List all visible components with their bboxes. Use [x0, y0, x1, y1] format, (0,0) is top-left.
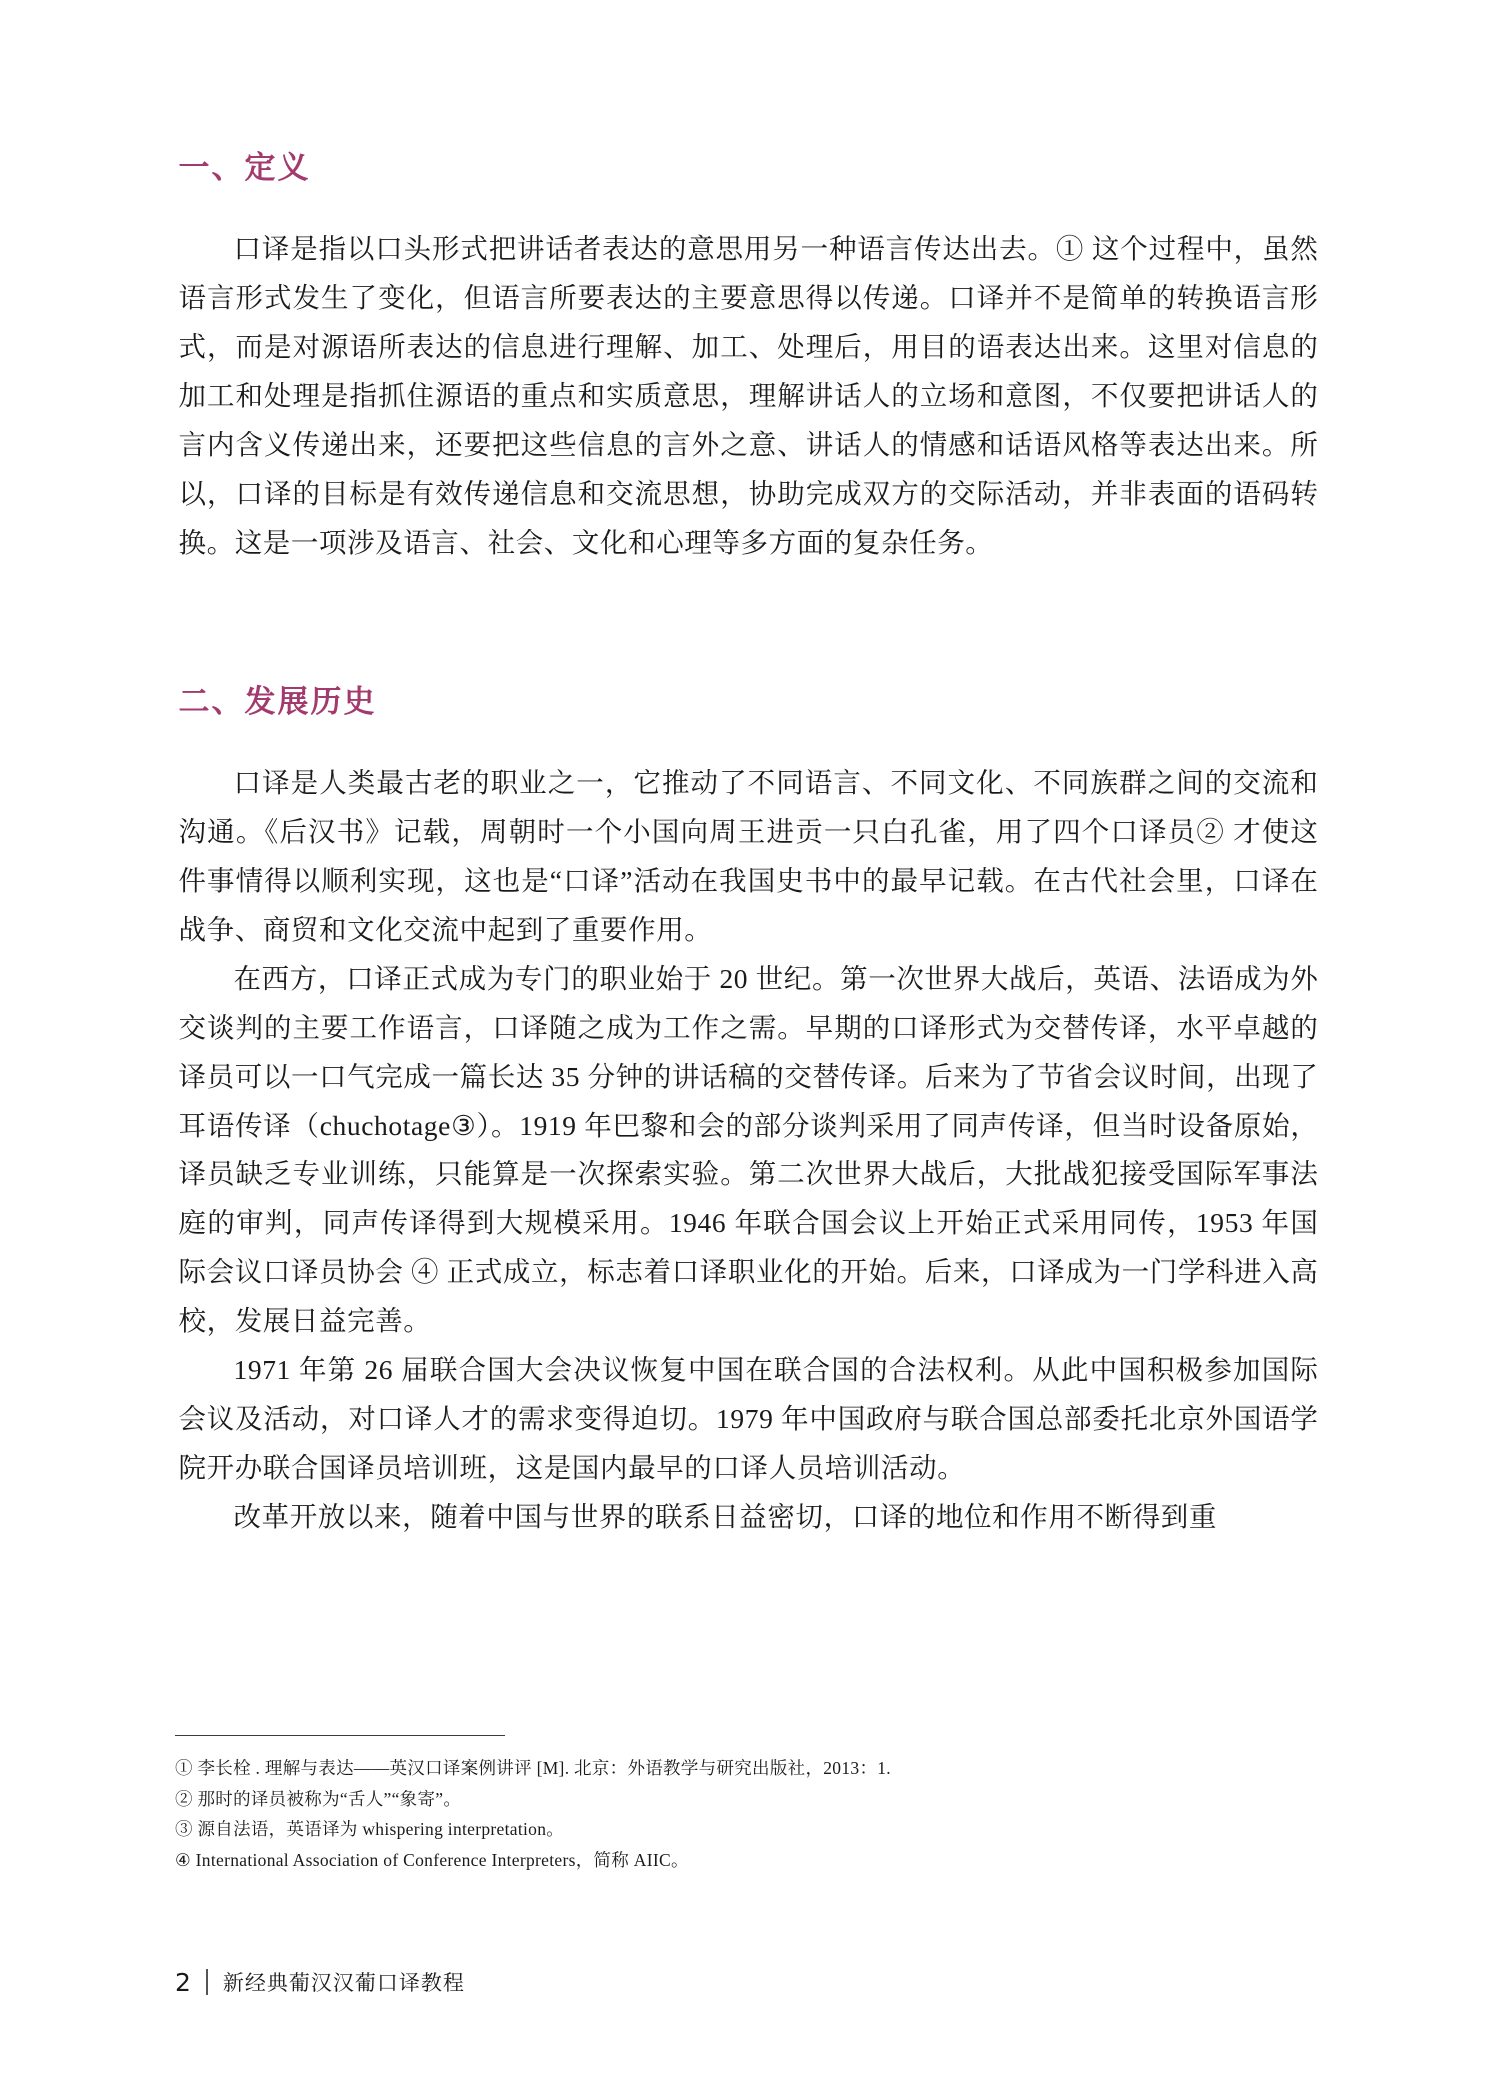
paragraph-history-2: 在西方，口译正式成为专门的职业始于 20 世纪。第一次世界大战后，英语、法语成为外交谈判的主要工作语言，口译随之成为工作之需。早期的口译形式为交替传译，水平卓越的译员可以一口气完成一篇长达 35 分钟的讲话稿的交替传译。后来为了节省会议时间，出现了耳语传译（chuchotage③）。1919 年巴黎和会的部分谈判采用了同声传译，但当时设备原始，译员缺乏专业训练，只能算是一次探索实验。第二次世界大战后，大批战犯接受国际军事法庭的审判，同声传译得到大规模采用。1946 年联合国会议上开始正式采用同传，1953 年国际会议口译员协会 ④ 正式成立，标志着口译职业化的开始。后来，口译成为一门学科进入高校，发展日益完善。 [178, 962, 1319, 1337]
section-heading-history: 二、发展历史 [178, 683, 377, 720]
footnote-item-1: ① 李长栓 . 理解与表达——英汉口译案例讲评 [M]. 北京：外语教学与研究出版社，2013：1. [175, 1758, 891, 1778]
footer-divider [206, 1969, 208, 1995]
paragraph-history-3: 1971 年第 26 届联合国大会决议恢复中国在联合国的合法权利。从此中国积极参加国际会议及活动，对口译人才的需求变得迫切。1979 年中国政府与联合国总部委托北京外国语学院开办联合国译员培训班，这是国内最早的口译人员培训活动。 [178, 1354, 1319, 1484]
paragraph-history-1: 口译是人类最古老的职业之一，它推动了不同语言、不同文化、不同族群之间的交流和沟通。《后汉书》记载，周朝时一个小国向周王进贡一只白孔雀，用了四个口译员② 才使这件事情得以顺利实现，这也是“口译”活动在我国史书中的最早记载。在古代社会里，口译在战争、商贸和文化交流中起到了重要作用。 [178, 766, 1319, 945]
paragraph-definition-1: 口译是指以口头形式把讲话者表达的意思用另一种语言传达出去。① 这个过程中，虽然语言形式发生了变化，但语言所要表达的主要意思得以传递。口译并不是简单的转换语言形式，而是对源语所表达的信息进行理解、加工、处理后，用目的语表达出来。这里对信息的加工和处理是指抓住源语的重点和实质意思，理解讲话人的立场和意图，不仅要把讲话人的言内含义传递出来，还要把这些信息的言外之意、讲话人的情感和话语风格等表达出来。所以，口译的目标是有效传递信息和交流思想，协助完成双方的交际活动，并非表面的语码转换。这是一项涉及语言、社会、文化和心理等多方面的复杂任务。 [178, 233, 1319, 558]
section-heading-definition: 一、定义 [178, 150, 311, 186]
page-footer [175, 1967, 465, 1997]
footer-book-title: 新经典葡汉汉葡口译教程 [222, 1971, 465, 1995]
footnote-item-4: ④ International Association of Conference Interpreters，简称 AIIC。 [175, 1849, 689, 1870]
page-content [179, 150, 1319, 1542]
page-number: 2 [175, 1967, 191, 1997]
footnotes-block [175, 1735, 1315, 1876]
footnote-divider [175, 1735, 505, 1736]
paragraph-history-4: 改革开放以来，随着中国与世界的联系日益密切，口译的地位和作用不断得到重 [233, 1501, 1217, 1532]
footnote-item-2: ② 那时的译员被称为“舌人”“象寄”。 [175, 1788, 462, 1809]
footnote-item-3: ③ 源自法语，英语译为 whispering interpretation。 [175, 1819, 565, 1840]
